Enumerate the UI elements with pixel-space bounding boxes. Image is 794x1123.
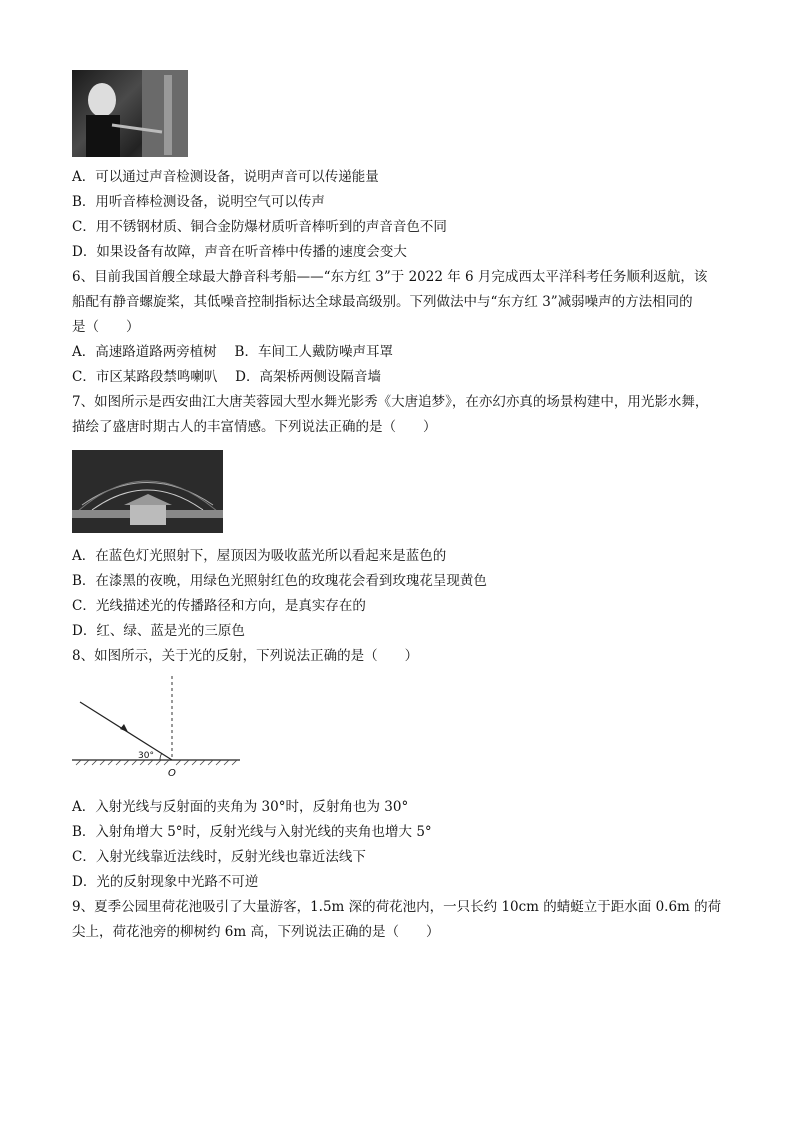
q6-options-ab: A．高速路道路两旁植树 B．车间工人戴防噪声耳罩 (72, 344, 393, 360)
inspection-photo (72, 70, 188, 157)
q8-option-b: B．入射角增大 5°时，反射光线与入射光线的夹角也增大 5° (72, 824, 432, 840)
q5-option-c: C．用不锈钢材质、铜合金防爆材质听音棒听到的声音音色不同 (72, 219, 447, 235)
q9-stem-line-1: 9、夏季公园里荷花池吸引了大量游客，1.5m 深的荷花池内，一只长约 10cm 的蜻蜓立于距水面 0.6m 的荷 (72, 899, 722, 915)
q7-stem-line-2: 描绘了盛唐时期古人的丰富情感。下列说法正确的是（ ） (72, 419, 437, 435)
q7-stem-line-1: 7、如图所示是西安曲江大唐芙蓉园大型水舞光影秀《大唐追梦》，在亦幻亦真的场景构建中，用光影水舞， (72, 394, 709, 410)
q9-stem-line-2: 尖上，荷花池旁的柳树约 6m 高，下列说法正确的是（ ） (72, 924, 440, 940)
point-o-label: O (168, 768, 176, 779)
q8-option-d: D．光的反射现象中光路不可逆 (72, 874, 259, 890)
water-light-show-photo (72, 450, 223, 533)
arrow-icon (120, 724, 128, 732)
q7-option-c: C．光线描述光的传播路径和方向，是真实存在的 (72, 598, 366, 614)
q6-stem-line-3: 是（ ） (72, 319, 140, 335)
q5-option-d: D．如果设备有故障，声音在听音棒中传播的速度会变大 (72, 244, 407, 260)
q5-option-a: A．可以通过声音检测设备，说明声音可以传递能量 (72, 169, 379, 185)
q5-option-b: B．用听音棒检测设备，说明空气可以传声 (72, 194, 325, 210)
q6-stem-line-1: 6、目前我国首艘全球最大静音科考船——“东方红 3”于 2022 年 6 月完成西太平洋科考任务顺利返航，该 (72, 269, 708, 285)
q6-stem-line-2: 船配有静音螺旋桨，其低噪音控制指标达全球最高级别。下列做法中与“东方红 3”减弱噪声的方法相同的 (72, 294, 693, 310)
q8-stem: 8、如图所示，关于光的反射，下列说法正确的是（ ） (72, 648, 419, 664)
angle-label: 30° (138, 751, 154, 761)
q8-option-a: A．入射光线与反射面的夹角为 30°时，反射角也为 30° (72, 799, 409, 815)
q7-option-a: A．在蓝色灯光照射下，屋顶因为吸收蓝光所以看起来是蓝色的 (72, 548, 447, 564)
q6-options-cd: C．市区某路段禁鸣喇叭 D．高架桥两侧设隔音墙 (72, 369, 381, 385)
q7-option-b: B．在漆黑的夜晚，用绿色光照射红色的玫瑰花会看到玫瑰花呈现黄色 (72, 573, 487, 589)
q8-option-c: C．入射光线靠近法线时，反射光线也靠近法线下 (72, 849, 366, 865)
reflection-diagram (72, 672, 242, 782)
q7-option-d: D．红、绿、蓝是光的三原色 (72, 623, 245, 639)
